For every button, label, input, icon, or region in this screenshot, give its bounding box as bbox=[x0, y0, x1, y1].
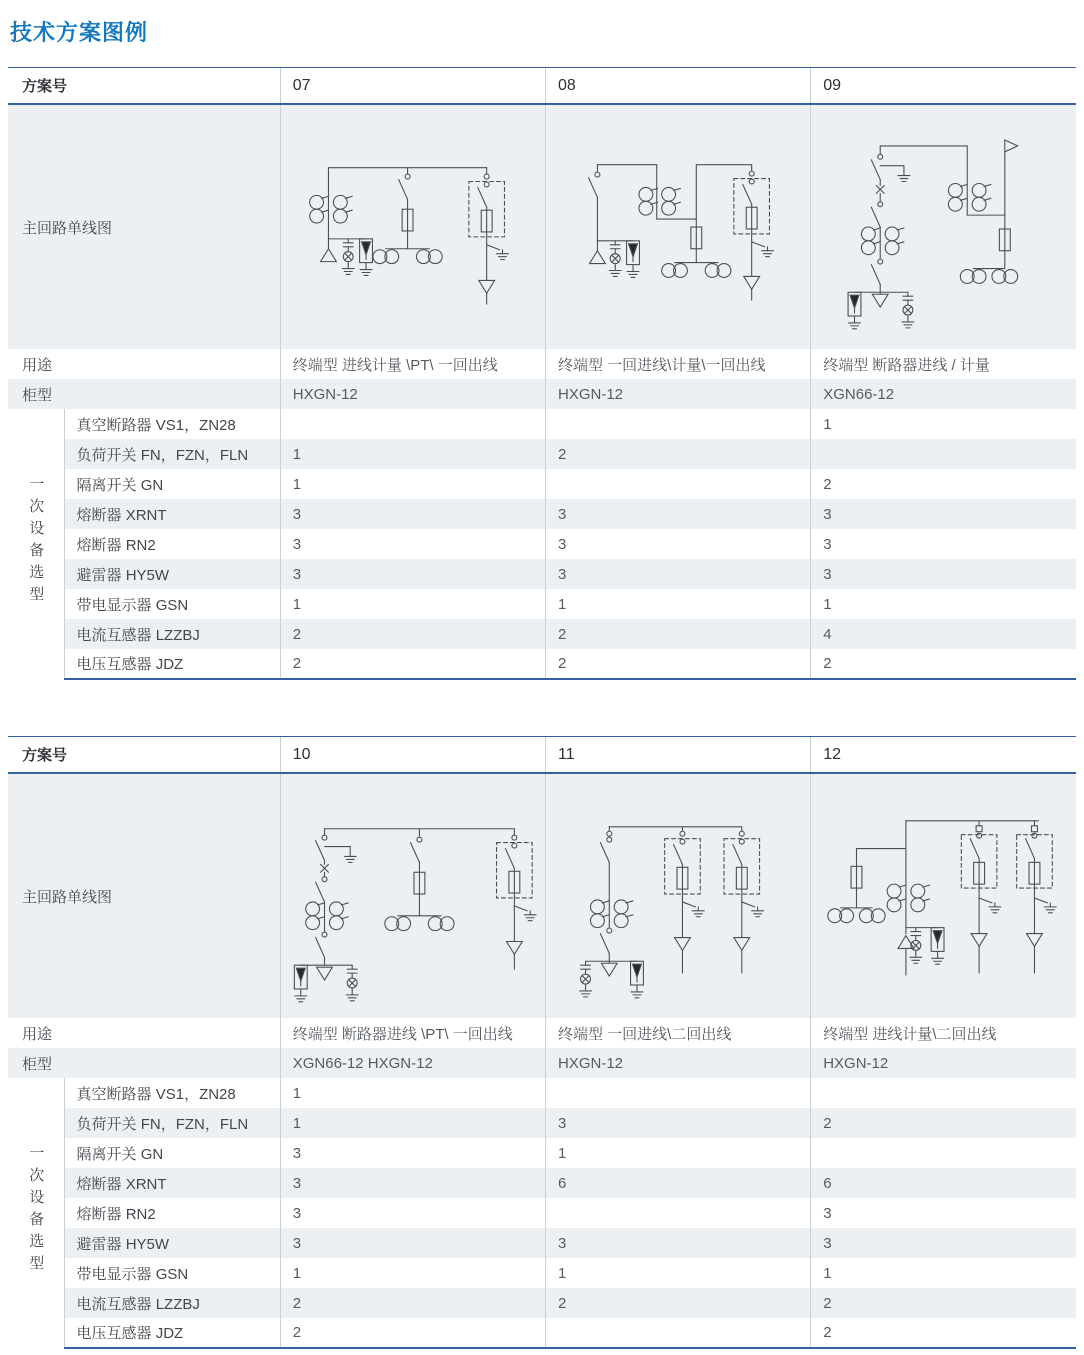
single-line-diagram-10 bbox=[281, 778, 546, 1014]
equipment-label-cell: 熔断器 RN2 bbox=[76, 1205, 156, 1223]
scheme-number-header: 方案号 bbox=[8, 737, 280, 774]
equipment-value-cell: 2 bbox=[280, 619, 545, 649]
equipment-value-cell: 3 bbox=[811, 1228, 1076, 1258]
scheme-number-row bbox=[8, 68, 1076, 105]
diagram-cell bbox=[280, 104, 545, 349]
equipment-label-cell: 熔断器 XRNT bbox=[76, 506, 167, 524]
equipment-value-cell bbox=[545, 469, 810, 499]
scheme-number-cell: 09 bbox=[811, 68, 1076, 105]
diagram-row-label: 主回路单线图 bbox=[22, 219, 113, 237]
equipment-value-cell: 2 bbox=[811, 1108, 1076, 1138]
equipment-value-cell: 2 bbox=[280, 649, 545, 679]
equipment-value-cell: 3 bbox=[280, 1168, 545, 1198]
equipment-value-cell: 2 bbox=[545, 1288, 810, 1318]
equipment-label-cell: 熔断器 XRNT bbox=[76, 1175, 167, 1193]
equipment-value-cell: 2 bbox=[280, 1288, 545, 1318]
page-title: 技术方案图例 bbox=[10, 20, 149, 45]
equipment-value-cell: 1 bbox=[545, 1138, 810, 1168]
equipment-value-cell: 1 bbox=[280, 1258, 545, 1288]
equipment-value-cell: 1 bbox=[811, 589, 1076, 619]
equipment-value-cell: 3 bbox=[545, 499, 810, 529]
scheme-number-cell: 10 bbox=[280, 737, 545, 774]
cabinet-cell: HXGN-12 bbox=[280, 379, 545, 409]
equipment-group-band bbox=[8, 409, 64, 679]
equipment-row bbox=[8, 1108, 1076, 1138]
equipment-row bbox=[8, 1318, 1076, 1348]
usage-cell: 终端型 一回进线\二回出线 bbox=[545, 1018, 810, 1048]
cabinet-cell: HXGN-12 bbox=[545, 1048, 810, 1078]
usage-row bbox=[8, 1018, 1076, 1048]
equipment-value-cell: 2 bbox=[545, 649, 810, 679]
scheme-number-row bbox=[8, 737, 1076, 774]
equipment-value-cell: 1 bbox=[811, 409, 1076, 439]
usage-cell: 终端型 断路器进线 / 计量 bbox=[811, 349, 1076, 379]
equipment-label-cell: 熔断器 RN2 bbox=[76, 536, 156, 554]
diagram-cell bbox=[811, 773, 1076, 1018]
equipment-label-cell: 带电显示器 GSN bbox=[76, 596, 189, 614]
usage-row-label: 用途 bbox=[22, 1025, 53, 1043]
equipment-value-cell: 1 bbox=[280, 1108, 545, 1138]
diagram-row-label: 主回路单线图 bbox=[22, 888, 113, 906]
diagram-cell bbox=[811, 104, 1076, 349]
equipment-row bbox=[8, 649, 1076, 679]
equipment-label-cell: 避雷器 HY5W bbox=[76, 1235, 170, 1253]
equipment-value-cell: 3 bbox=[280, 1198, 545, 1228]
usage-row-label: 用途 bbox=[22, 356, 53, 374]
equipment-value-cell: 3 bbox=[545, 559, 810, 589]
equipment-row bbox=[8, 1258, 1076, 1288]
scheme-number-cell: 08 bbox=[545, 68, 810, 105]
equipment-value-cell: 3 bbox=[280, 559, 545, 589]
equipment-value-cell: 2 bbox=[545, 619, 810, 649]
equipment-label-cell: 真空断路器 VS1，ZN28 bbox=[76, 1085, 236, 1103]
equipment-row bbox=[8, 439, 1076, 469]
equipment-value-cell: 2 bbox=[811, 1288, 1076, 1318]
single-line-diagram-08 bbox=[546, 109, 811, 345]
equipment-label-cell: 隔离开关 GN bbox=[76, 1145, 164, 1163]
equipment-row bbox=[8, 589, 1076, 619]
diagram-cell bbox=[545, 104, 810, 349]
diagram-cell bbox=[280, 773, 545, 1018]
cabinet-cell: XGN66-12 bbox=[811, 379, 1076, 409]
scheme-table-07-09 bbox=[8, 67, 1076, 680]
equipment-group-band bbox=[8, 1078, 64, 1348]
equipment-value-cell: 2 bbox=[545, 439, 810, 469]
diagram-row bbox=[8, 104, 1076, 349]
equipment-label-cell: 避雷器 HY5W bbox=[76, 566, 170, 584]
single-line-diagram-11 bbox=[546, 778, 811, 1014]
equipment-value-cell: 1 bbox=[811, 1258, 1076, 1288]
equipment-value-cell: 1 bbox=[545, 589, 810, 619]
equipment-row bbox=[8, 409, 1076, 439]
equipment-value-cell: 1 bbox=[280, 439, 545, 469]
scheme-number-cell: 07 bbox=[280, 68, 545, 105]
equipment-value-cell: 6 bbox=[811, 1168, 1076, 1198]
equipment-label-cell: 负荷开关 FN，FZN，FLN bbox=[76, 446, 249, 464]
cabinet-cell: XGN66-12 HXGN-12 bbox=[280, 1048, 545, 1078]
equipment-value-cell: 3 bbox=[280, 499, 545, 529]
equipment-label-cell: 带电显示器 GSN bbox=[76, 1265, 189, 1283]
equipment-value-cell: 2 bbox=[811, 1318, 1076, 1348]
cabinet-cell: HXGN-12 bbox=[545, 379, 810, 409]
equipment-value-cell: 1 bbox=[280, 469, 545, 499]
usage-cell: 终端型 进线计量 \PT\ 一回出线 bbox=[280, 349, 545, 379]
equipment-value-cell: 3 bbox=[545, 1108, 810, 1138]
usage-cell: 终端型 一回进线\计量\一回出线 bbox=[545, 349, 810, 379]
scheme-number-cell: 11 bbox=[545, 737, 810, 774]
equipment-value-cell bbox=[811, 1078, 1076, 1108]
equipment-value-cell: 6 bbox=[545, 1168, 810, 1198]
usage-row bbox=[8, 349, 1076, 379]
equipment-row bbox=[8, 1288, 1076, 1318]
equipment-row bbox=[8, 1228, 1076, 1258]
equipment-row bbox=[8, 1078, 1076, 1108]
equipment-value-cell: 1 bbox=[545, 1258, 810, 1288]
single-line-diagram-12 bbox=[811, 778, 1076, 1014]
diagram-cell bbox=[545, 773, 810, 1018]
equipment-row bbox=[8, 619, 1076, 649]
equipment-value-cell: 3 bbox=[545, 529, 810, 559]
equipment-label-cell: 电流互感器 LZZBJ bbox=[76, 1295, 200, 1313]
single-line-diagram-09 bbox=[811, 109, 1076, 345]
equipment-value-cell: 3 bbox=[280, 529, 545, 559]
cabinet-row-label: 柜型 bbox=[22, 1055, 53, 1073]
equipment-row bbox=[8, 559, 1076, 589]
equipment-value-cell bbox=[811, 1138, 1076, 1168]
equipment-value-cell: 3 bbox=[280, 1228, 545, 1258]
equipment-value-cell bbox=[545, 1318, 810, 1348]
equipment-row bbox=[8, 529, 1076, 559]
equipment-row bbox=[8, 1198, 1076, 1228]
equipment-label-cell: 真空断路器 VS1，ZN28 bbox=[76, 416, 236, 434]
equipment-value-cell: 1 bbox=[280, 1078, 545, 1108]
equipment-value-cell: 3 bbox=[811, 529, 1076, 559]
equipment-group-label: 一次设备选型 bbox=[27, 1145, 45, 1277]
equipment-value-cell: 1 bbox=[280, 589, 545, 619]
equipment-value-cell: 4 bbox=[811, 619, 1076, 649]
cabinet-row-label: 柜型 bbox=[22, 386, 53, 404]
equipment-value-cell: 2 bbox=[280, 1318, 545, 1348]
equipment-value-cell bbox=[545, 409, 810, 439]
equipment-label-cell: 电流互感器 LZZBJ bbox=[76, 626, 200, 644]
equipment-value-cell: 3 bbox=[280, 1138, 545, 1168]
scheme-number-cell: 12 bbox=[811, 737, 1076, 774]
equipment-value-cell bbox=[545, 1198, 810, 1228]
cabinet-row bbox=[8, 1048, 1076, 1078]
equipment-value-cell: 3 bbox=[811, 499, 1076, 529]
equipment-row bbox=[8, 1168, 1076, 1198]
equipment-label-cell: 负荷开关 FN，FZN，FLN bbox=[76, 1115, 249, 1133]
equipment-group-label: 一次设备选型 bbox=[27, 476, 45, 608]
equipment-value-cell bbox=[811, 439, 1076, 469]
equipment-value-cell: 3 bbox=[811, 1198, 1076, 1228]
equipment-value-cell: 2 bbox=[811, 469, 1076, 499]
equipment-row bbox=[8, 1138, 1076, 1168]
equipment-row bbox=[8, 469, 1076, 499]
equipment-value-cell: 3 bbox=[545, 1228, 810, 1258]
scheme-table-10-12 bbox=[8, 736, 1076, 1349]
usage-cell: 终端型 断路器进线 \PT\ 一回出线 bbox=[280, 1018, 545, 1048]
cabinet-cell: HXGN-12 bbox=[811, 1048, 1076, 1078]
cabinet-row bbox=[8, 379, 1076, 409]
diagram-row bbox=[8, 773, 1076, 1018]
equipment-value-cell: 3 bbox=[811, 559, 1076, 589]
usage-cell: 终端型 进线计量\二回出线 bbox=[811, 1018, 1076, 1048]
equipment-row bbox=[8, 499, 1076, 529]
equipment-value-cell bbox=[280, 409, 545, 439]
single-line-diagram-07 bbox=[281, 109, 546, 345]
scheme-number-header: 方案号 bbox=[8, 68, 280, 105]
equipment-label-cell: 电压互感器 JDZ bbox=[64, 1318, 280, 1348]
equipment-value-cell bbox=[545, 1078, 810, 1108]
equipment-label-cell: 隔离开关 GN bbox=[76, 476, 164, 494]
equipment-label-cell: 电压互感器 JDZ bbox=[64, 649, 280, 679]
equipment-value-cell: 2 bbox=[811, 649, 1076, 679]
